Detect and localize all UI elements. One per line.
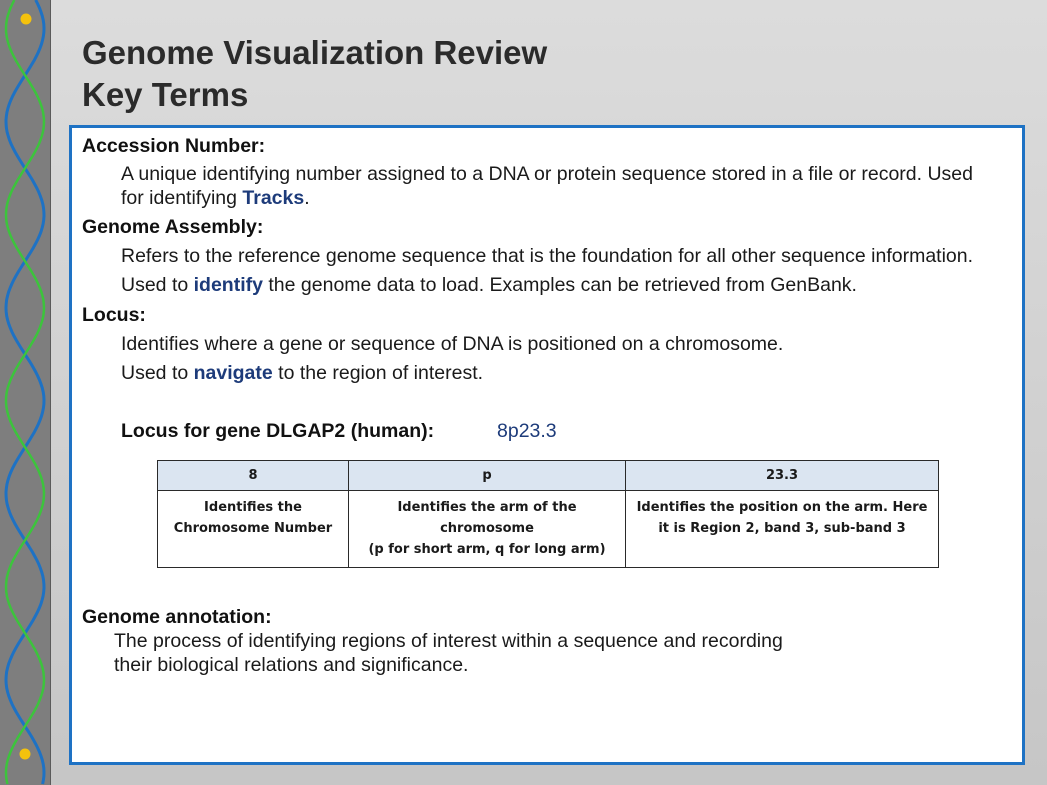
annotation-definition-line1: The process of identifying regions of interest within a sequence and recording [114, 630, 783, 652]
locus-heading: Locus: [82, 304, 146, 326]
locus-line2-suffix: to the region of interest. [272, 362, 484, 384]
table-cell-text: Identifies the arm of the [397, 500, 577, 515]
dot-top-icon [21, 14, 32, 25]
annotation-heading: Genome annotation: [82, 606, 272, 628]
table-cell-arm-description [349, 491, 626, 568]
table-description-row [158, 491, 939, 568]
assembly-heading: Genome Assembly: [82, 216, 264, 238]
assembly-line2-suffix: the genome data to load. Examples can be retrieved from GenBank. [262, 274, 857, 296]
locus-example-label: Locus for gene DLGAP2 (human): [121, 420, 435, 442]
table-cell-text: Identifies the position on the arm. Here [636, 500, 928, 515]
assembly-definition-line2 [121, 274, 857, 297]
decorative-side-strip [0, 0, 51, 785]
table-cell-text: chromosome [440, 521, 534, 536]
helix-strand-blue [6, 0, 44, 784]
accession-heading: Accession Number: [82, 135, 266, 157]
locus-line2-prefix: Used to [121, 362, 194, 384]
accession-definition-line2 [121, 187, 310, 210]
dna-helix-icon [0, 0, 50, 785]
table-cell-text: (p for short arm, q for long arm) [368, 542, 606, 557]
assembly-line2-prefix: Used to [121, 274, 194, 296]
locus-example-value: 8p23.3 [497, 420, 557, 442]
locus-definition-line1: Identifies where a gene or sequence of DNA is positioned on a chromosome. [121, 333, 784, 355]
navigate-keyword: navigate [193, 362, 273, 384]
slide-subtitle: Key Terms [82, 76, 249, 113]
table-header-row [158, 461, 939, 491]
accession-line2-prefix: for identifying [121, 187, 243, 209]
locus-definition-line2 [121, 362, 483, 385]
assembly-definition-line1: Refers to the reference genome sequence that is the foundation for all other sequence information. [121, 245, 974, 267]
accession-line2-suffix: . [304, 187, 310, 209]
table-cell-text: Chromosome Number [173, 521, 333, 536]
tracks-keyword: Tracks [242, 187, 305, 209]
locus-breakdown-table [157, 460, 939, 568]
table-cell-position-description [626, 491, 939, 568]
helix-strand-green [6, 0, 44, 784]
slide-title: Genome Visualization Review [82, 34, 548, 71]
dot-bottom-icon [20, 749, 31, 760]
table-header-cell-position: 23.3 [626, 461, 939, 491]
identify-keyword: identify [193, 274, 263, 296]
table-header-cell-arm: p [349, 461, 626, 491]
accession-definition-line1: A unique identifying number assigned to a DNA or protein sequence stored in a file or record. Used [121, 163, 974, 185]
table-cell-text: Identifies the [204, 500, 302, 515]
annotation-definition-line2: their biological relations and significance. [114, 654, 469, 676]
table-header-cell-chromosome: 8 [158, 461, 349, 491]
table-cell-text: it is Region 2, band 3, sub-band 3 [658, 521, 906, 536]
table-cell-chromosome-description [158, 491, 349, 568]
